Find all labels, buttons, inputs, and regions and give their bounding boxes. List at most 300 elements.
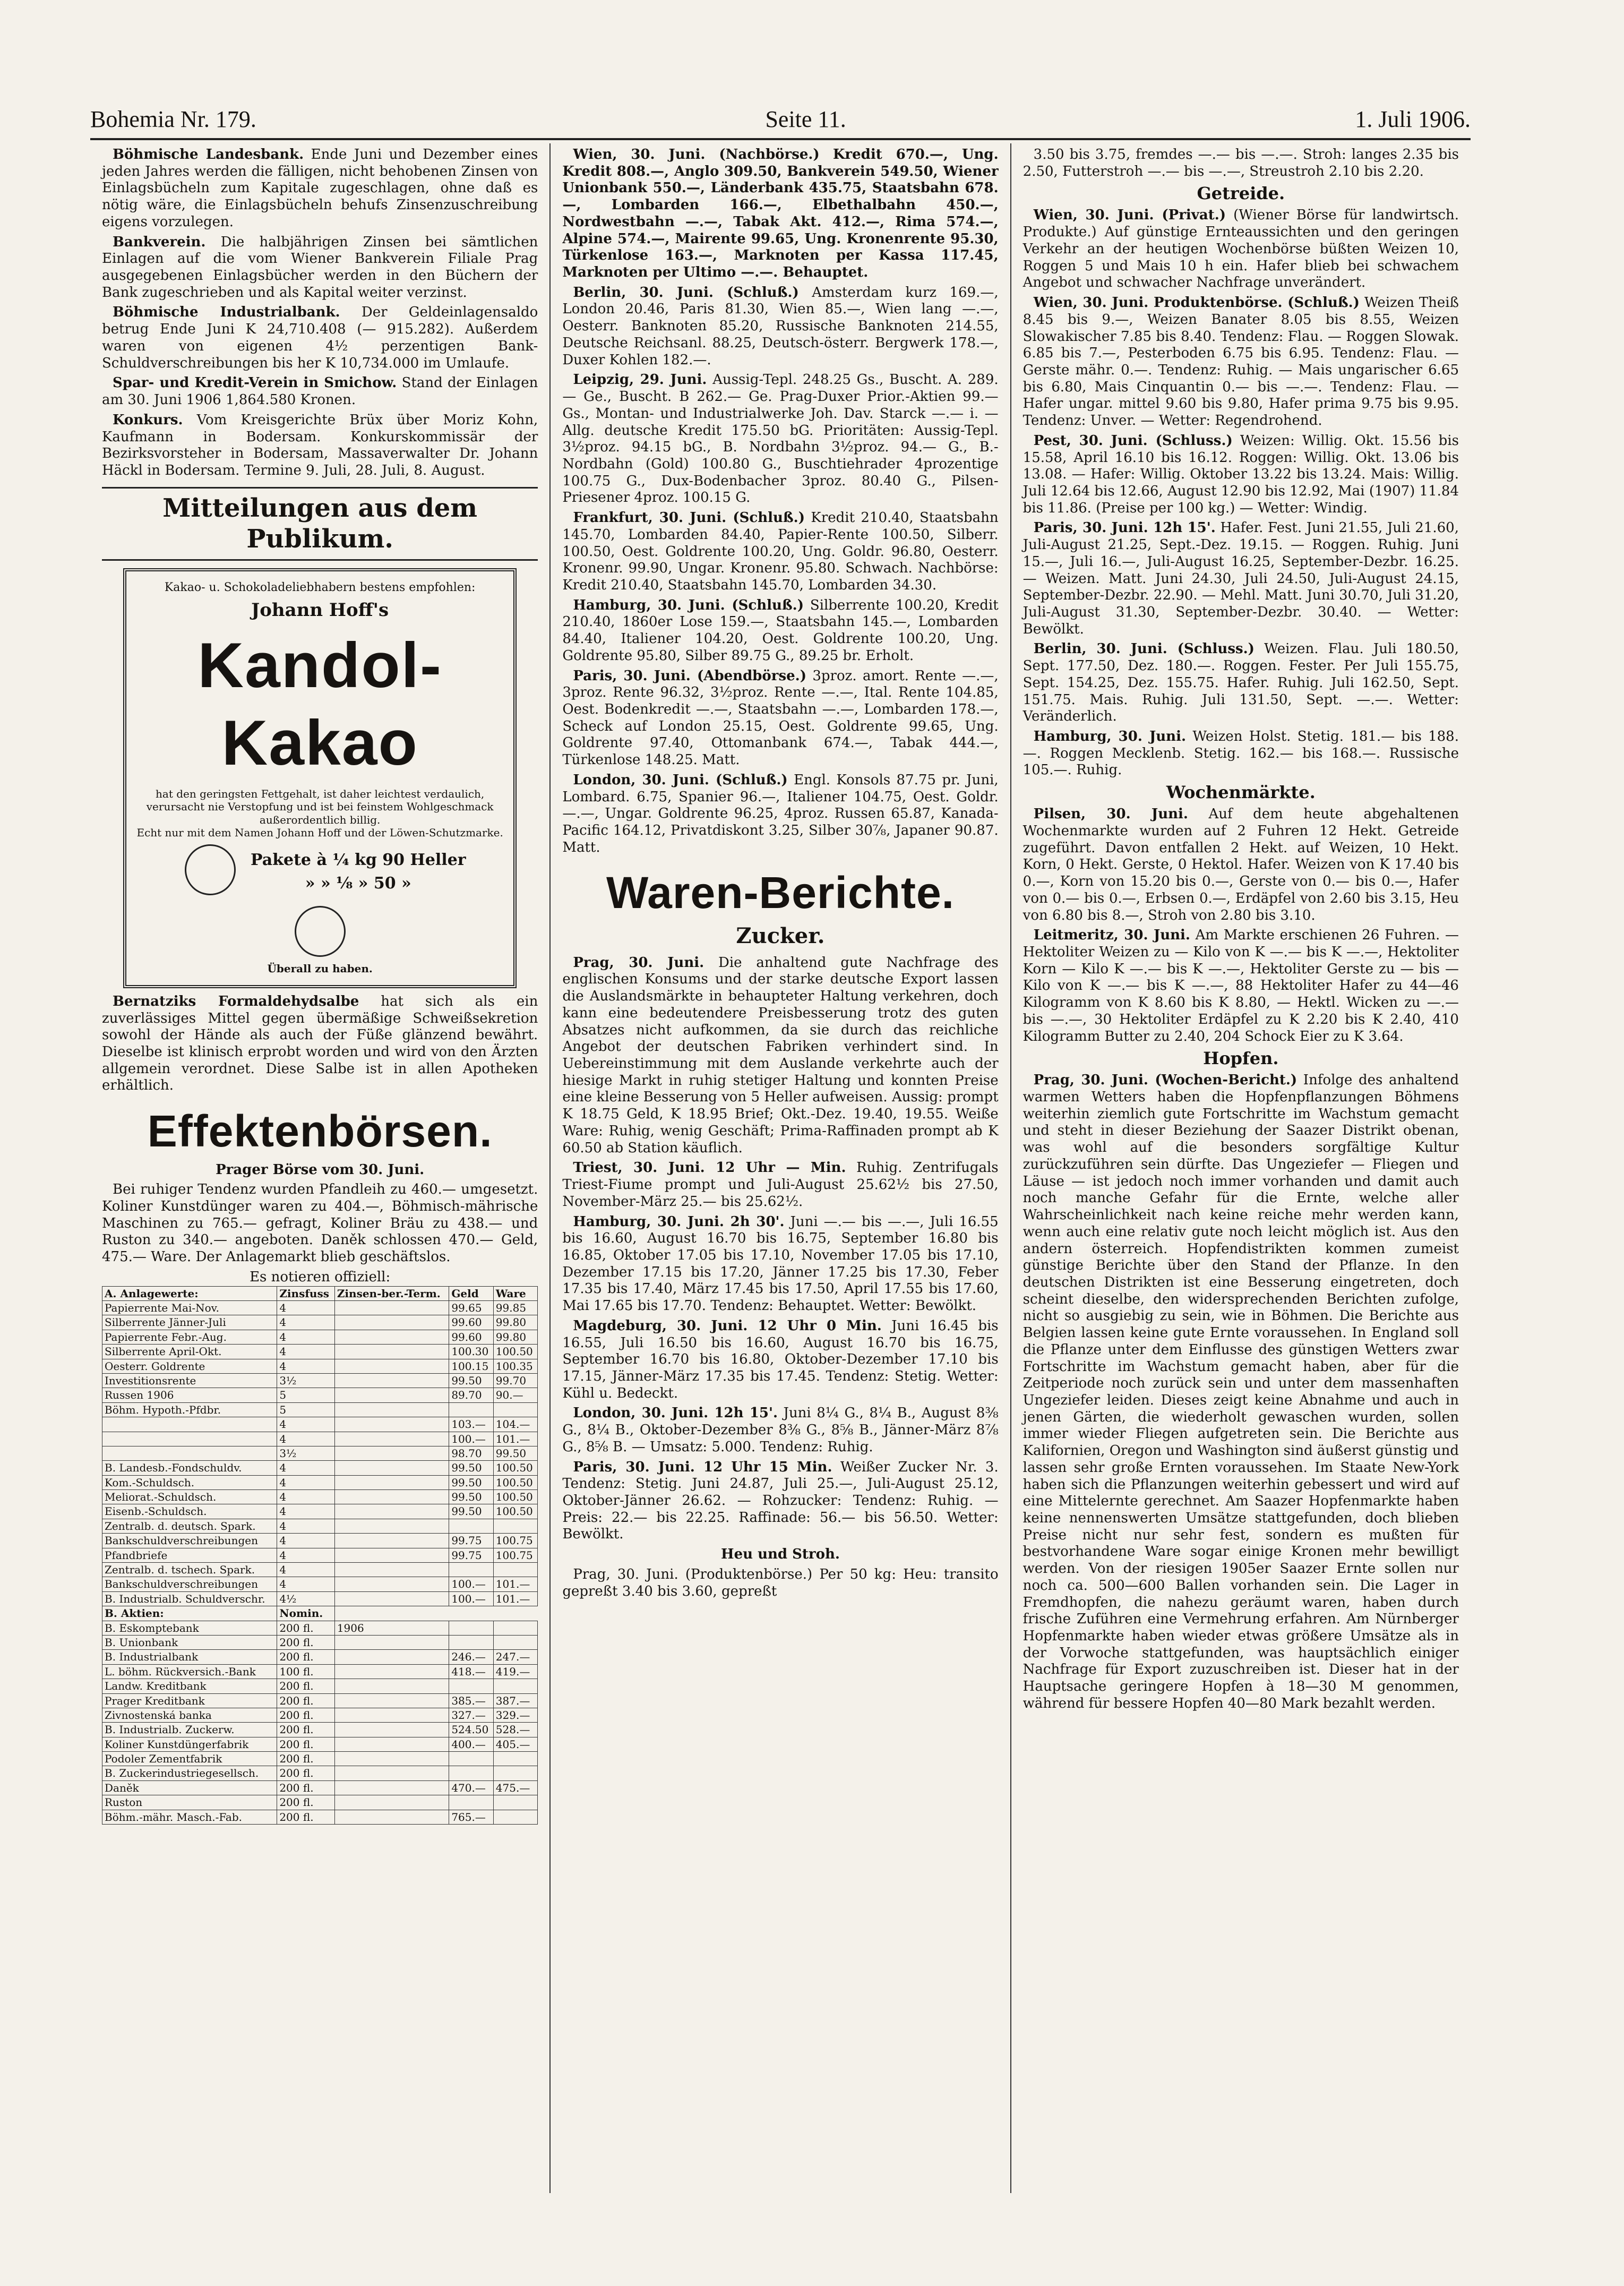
table-cell: 4 [277, 1534, 335, 1548]
ad-top: Kakao- u. Schokoladeliebhabern bestens empfohlen: [164, 580, 476, 594]
article-text: Weizen Holst. Stetig. 181.— bis 188.—. Roggen Mecklenb. Stetig. 162.— bis 168.—. Russische 105.—. Ruhig. [1022, 729, 1459, 778]
table-cell [334, 1723, 449, 1737]
table-cell: 4 [277, 1432, 335, 1446]
table-row [102, 1534, 538, 1548]
table-cell: 400.— [449, 1737, 493, 1751]
table-cell [334, 1679, 449, 1693]
table-cell [334, 1650, 449, 1664]
table-cell: 200 fl. [277, 1752, 335, 1766]
table-cell: B. Industrialb. Schuldverschr. [102, 1591, 277, 1606]
table-cell: 419.— [493, 1664, 538, 1679]
article-text: Vom Kreisgerichte Brüx über Moriz Kohn, Kaufmann in Bodersam. Konkurskommissär der Bezirksvorsteher in Bodersam, Massaverwalter Dr. Johann Häckl in Bodersam. Termine 9. Juli, 28. Juli, 8. August. [102, 412, 538, 478]
article [562, 1318, 998, 1402]
article [562, 668, 998, 769]
table-cell [334, 1635, 449, 1649]
table-row [102, 1650, 538, 1664]
table-cell [334, 1548, 449, 1562]
table-cell: 99.75 [449, 1534, 493, 1548]
article [562, 597, 998, 665]
table-header-cell: Nomin. [277, 1606, 335, 1621]
table-row [102, 1708, 538, 1722]
table-header-cell: Ware [493, 1286, 538, 1300]
table-cell: Eisenb.-Schuldsch. [102, 1504, 277, 1519]
table-cell: Zentralb. d. tschech. Spark. [102, 1563, 277, 1577]
ad-echt: Echt nur mit dem Namen Johann Hoff und der Löwen-Schutzmarke. [136, 826, 503, 839]
table-cell [449, 1679, 493, 1693]
article [562, 955, 998, 1157]
article-title: Magdeburg, 30. Juni. 12 Uhr 0 Min. [573, 1317, 882, 1334]
article-text: Aussig-Tepl. 248.25 Gs., Buscht. A. 289.— Ge., Buscht. B 262.— Ge. Prag-Duxer Prior.-Aktien 99.— Gs., Montan- und Industrialwerke Joh. Dav. Starck —.— i. — Allg. deutsche Kredit 175.50 bG. Prioritäten: Aussig-Tepl. 3½proz. 94.15 bG., B. Nordbahn 3½proz. 94.— G., B.-Nordbahn (Gold) 100.80 G., Buschtiehrader 4prozentige 100.75 G., Dux-Bodenbacher 3proz. 80.40 G., Pilsen-Priesener 4proz. 100.15 G. [562, 372, 999, 506]
table-cell: 89.70 [449, 1388, 493, 1402]
table-cell: 200 fl. [277, 1723, 335, 1737]
article-text: Am Markte erschienen 26 Fuhren. — Hektoliter Weizen zu — Kilo von K —.— bis K —.—, Hektoliter Korn — Kilo K —.— bis K —.—, Hektoliter Gerste zu — bis — Kilo von K —.— bis K —.—, 88 Hektoliter Hafer zu 44—46 Kilogramm von K 8.60 bis K 8.80, — Hektl. Wicken zu —.— bis —.—, 30 Hektoliter Erdäpfel zu K 2.20 bis K 2.40, 410 Kilogramm Butter zu 2.40, 204 Schock Eier zu K 3.64. [1022, 927, 1459, 1044]
table-cell: B. Zuckerindustriegesellsch. [102, 1766, 277, 1780]
article [102, 234, 538, 302]
table-cell: Böhm. Hypoth.-Pfdbr. [102, 1402, 277, 1417]
table-cell: Silberrente April-Okt. [102, 1345, 277, 1359]
table-cell [334, 1534, 449, 1548]
header-left: Bohemia Nr. 179. [90, 106, 256, 132]
article-title: Pest, 30. Juni. (Schluss.) [1033, 432, 1233, 449]
table-cell: 103.— [449, 1417, 493, 1432]
table-header-cell: Zinsen-ber.-Term. [334, 1286, 449, 1300]
table-cell: 4 [277, 1315, 335, 1330]
table-cell [102, 1417, 277, 1432]
table-cell: Bankschuldverschreibungen [102, 1534, 277, 1548]
table-cell: B. Industrialbank [102, 1650, 277, 1664]
table-cell: 100.— [449, 1432, 493, 1446]
quote-table [102, 1286, 538, 1825]
table-cell: 200 fl. [277, 1679, 335, 1693]
table-cell: 90.— [493, 1388, 538, 1402]
column-2 [549, 143, 1010, 2193]
table-cell [334, 1461, 449, 1475]
table-cell: B. Eskomptebank [102, 1621, 277, 1635]
table-cell [334, 1577, 449, 1591]
subheading: Prager Börse vom 30. Juni. [216, 1161, 425, 1178]
table-cell: 100.50 [493, 1475, 538, 1489]
table-cell: 470.— [449, 1780, 493, 1795]
table-cell: 200 fl. [277, 1708, 335, 1722]
table-row [102, 1300, 538, 1315]
table-cell: 4 [277, 1490, 335, 1504]
table-cell: 100.— [449, 1577, 493, 1591]
table-row [102, 1504, 538, 1519]
lion-logo-icon [185, 844, 236, 895]
article [102, 147, 538, 231]
article [562, 510, 998, 594]
table-cell: 101.— [493, 1591, 538, 1606]
subheading: Zucker. [736, 923, 825, 948]
table-cell: 98.70 [449, 1446, 493, 1460]
table-cell [334, 1563, 449, 1577]
table-row [102, 1446, 538, 1460]
table-cell: 100.75 [493, 1548, 538, 1562]
columns [90, 143, 1471, 2193]
table-cell: Oesterr. Goldrente [102, 1359, 277, 1373]
article-text: Weizen. Flau. Juli 180.50, Sept. 177.50, Dez. 180.—. Roggen. Fester. Per Juli 155.75, Sept. 154.25, Dez. 155.75. Hafer. Ruhig. Juli 162.50, Sept. 151.75. Mais. Ruhig. Juli 131.50, Sept. —.—. Wetter: Veränderlich. [1022, 641, 1459, 725]
table-cell [334, 1591, 449, 1606]
table-cell: 475.— [493, 1780, 538, 1795]
table-cell: 200 fl. [277, 1766, 335, 1780]
table-cell [334, 1752, 449, 1766]
table-cell [334, 1810, 449, 1824]
article-title: Hamburg, 30. Juni. (Schluß.) [573, 597, 804, 613]
table-header-cell: A. Anlagewerte: [102, 1286, 277, 1300]
article [1023, 806, 1459, 924]
table-cell: 100.50 [493, 1490, 538, 1504]
table-cell: 99.50 [449, 1373, 493, 1388]
table-cell [334, 1795, 449, 1810]
table-cell: Koliner Kunstdüngerfabrik [102, 1737, 277, 1751]
table-row [102, 1679, 538, 1693]
table-cell: 99.75 [449, 1548, 493, 1562]
table-cell [334, 1373, 449, 1388]
table-cell [449, 1402, 493, 1417]
table-cell: 100 fl. [277, 1664, 335, 1679]
article-title: Hamburg, 30. Juni. 2h 30'. [573, 1213, 785, 1230]
article-title: Konkurs. [113, 412, 183, 428]
table-cell: 100.35 [493, 1359, 538, 1373]
article-title: Wien, 30. Juni. Produktenbörse. (Schluß.) [1033, 295, 1360, 311]
table-cell: 4 [277, 1548, 335, 1562]
article-text: Prag, 30. Juni. (Produktenbörse.) Per 50 kg: Heu: transito gepreßt 3.40 bis 3.60, gepreßt [562, 1566, 999, 1599]
article [562, 1405, 998, 1455]
table-cell: 247.— [493, 1650, 538, 1664]
table-cell: 99.60 [449, 1330, 493, 1344]
table-cell: 200 fl. [277, 1650, 335, 1664]
table-cell: 99.80 [493, 1315, 538, 1330]
table-cell: 99.85 [493, 1300, 538, 1315]
table-cell: 418.— [449, 1664, 493, 1679]
article [1023, 641, 1459, 725]
article-text: Hafer. Fest. Juni 21.55, Juli 21.60, Juli-August 21.25, Sept.-Dez. 19.15. — Roggen. Ruhig. Juni 15.—, Juli 16.—, Juli-August 16.25, September-Dezbr. 16.25. — Weizen. Matt. Juni 24.30, Juli 24.50, Juli-August 24.15, September-Dezbr. 22.90. — Mehl. Matt. Juni 30.70, Juli 31.20, Juli-August 31.30, September-Dezbr. 30.40. — Wetter: Bewölkt. [1022, 520, 1459, 637]
article-text: Die halbjährigen Zinsen bei sämtlichen Einlagen auf die vom Wiener Bankverein Filiale Prag ausgegebenen Einlagsbücher werden in den Büchern der Bank zugeschrieben und als Kapital weiter verzinst. [102, 234, 538, 301]
article-title: Prag, 30. Juni. (Wochen-Bericht.) [1033, 1072, 1298, 1089]
table-cell [334, 1490, 449, 1504]
article [562, 772, 998, 857]
table-cell: 200 fl. [277, 1737, 335, 1751]
article-text: Bei ruhiger Tendenz wurden Pfandleih zu 460.— umgesetzt. Koliner Kunstdünger waren zu 404.—, Böhmisch-mährische Maschinen zu 765.— gefragt, Koliner Bräu zu 438.— und Ruston zu 340.— angeboten. Daněk schlossen 470.— Geld, 475.— Ware. Der Anlagemarkt blieb geschäftslos. [102, 1181, 538, 1265]
table-row [102, 1766, 538, 1780]
table-cell: 200 fl. [277, 1693, 335, 1708]
table-cell: B. Unionbank [102, 1635, 277, 1649]
table-row [102, 1475, 538, 1489]
table-row [102, 1780, 538, 1795]
table-row [102, 1664, 538, 1679]
table-cell [493, 1402, 538, 1417]
table-cell: Meliorat.-Schuldsch. [102, 1490, 277, 1504]
table-cell [449, 1635, 493, 1649]
table-row [102, 1330, 538, 1344]
advertisement [123, 568, 517, 988]
table-cell: 4 [277, 1577, 335, 1591]
article-text: Juni —.— bis —.—, Juli 16.55 bis 16.60, August 16.70 bis 16.75, September 16.80 bis 16.85, Oktober 17.05 bis 17.10, November 17.05 bis 17.10, Dezember 17.15 bis 17.20, Jänner 17.25 bis 17.30, Feber 17.35 bis 17.40, März 17.45 bis 17.50, April 17.55 bis 17.60, Mai 17.65 bis 17.70. Tendenz: Behauptet. Wetter: Bewölkt. [562, 1213, 999, 1314]
table-header-cell: Geld [449, 1286, 493, 1300]
table-cell: 405.— [493, 1737, 538, 1751]
table-row [102, 1461, 538, 1475]
table-header-cell: B. Aktien: [102, 1606, 277, 1621]
table-cell: 99.50 [449, 1490, 493, 1504]
table-cell: 99.65 [449, 1300, 493, 1315]
table-row [102, 1810, 538, 1824]
table-cell [449, 1766, 493, 1780]
article-text: 3proz. amort. Rente —.—, 3proz. Rente 96.32, 3½proz. Rente —.—, Ital. Rente 104.85, Oest. Bodenkredit —.—, Staatsbahn —.—, Lombarden 178.—, Scheck auf London 25.15, Oest. Goldrente 99.65, Ung. Goldrente 97.40, Ottomanbank 674.—, Tabak 444.—, Türkenlose 148.25. Matt. [562, 667, 999, 768]
table-cell: 4 [277, 1359, 335, 1373]
page-header [90, 90, 1471, 140]
article-text: Auf dem heute abgehaltenen Wochenmarkte wurden auf 2 Fuhren 12 Hekt. Getreide zugeführt. Davon entfallen 2 Hekt. auf Weizen, 10 Hekt. Korn, 0 Hekt. Gerste, 0 Hektol. Hafer. Weizen von K 17.40 bis 0.—, Korn von 15.20 bis 0.—, Gerste von 0.— bis 0.—, Hafer von 0.— bis 0.—, Erbsen 0.—, Erdäpfel von 2.60 bis 3.15, Heu von 6.80 bis 8.—, Stroh von 2.80 bis 3.10. [1022, 806, 1459, 923]
table-row [102, 1563, 538, 1577]
table-cell [493, 1635, 538, 1649]
table-cell: 765.— [449, 1810, 493, 1824]
article [562, 1459, 998, 1544]
article-title: Bernatziks Formaldehydsalbe [113, 993, 359, 1009]
article-text: hat sich als ein zuverlässiges Mittel gegen übermäßige Schweißsekretion sowohl der Hände als auch der Füße glänzend bewährt. Dieselbe ist klinisch erprobt worden und wird von den Ärzten allgemein verordnet. Diese Salbe ist in allen Apotheken erhältlich. [102, 993, 538, 1094]
table-cell [334, 1417, 449, 1432]
table-cell [334, 1359, 449, 1373]
table-row [102, 1752, 538, 1766]
table-cell [493, 1795, 538, 1810]
table-row [102, 1723, 538, 1737]
table-cell: 200 fl. [277, 1635, 335, 1649]
table-cell: B. Landesb.-Fondschuldv. [102, 1461, 277, 1475]
article-title: Wien, 30. Juni. (Privat.) [1033, 207, 1226, 224]
table-cell: Prager Kreditbank [102, 1693, 277, 1708]
table-row [102, 1402, 538, 1417]
table-cell: 99.70 [493, 1373, 538, 1388]
table-cell: 385.— [449, 1693, 493, 1708]
article-text: Weizen Theiß 8.45 bis 9.—, Weizen Banater 8.05 bis 8.55, Weizen Slowakischer 7.85 bis 8.40. Tendenz: Flau. — Roggen Slowak. 6.85 bis 7.—, Pesterboden 6.75 bis 6.95. Tendenz: Flau. — Gerste mähr. 0.—. Tendenz: Ruhig. — Mais ungarischer 6.65 bis 6.80, Mais Cinquantin 0.— bis —.—. Tendenz: Flau. — Hafer ungar. mittel 9.60 bis 9.80, Hafer prima 9.75 bis 9.95. Tendenz: Unver. — Wetter: Regendrohend. [1022, 295, 1459, 429]
table-row [102, 1795, 538, 1810]
table-cell: 246.— [449, 1650, 493, 1664]
article-text: Der Geldeinlagensaldo betrug Ende Juni K 24,710.408 (— 915.282). Außerdem waren von eigenen 4½ perzentigen Bank-Schuldverschreibungen bis her K 10,734.000 im Umlaufe. [102, 304, 538, 371]
article [1023, 729, 1459, 779]
article-text: Amsterdam kurz 169.—, London 20.46, Paris 81.30, Wien 85.—, Wien lang —.—, Oesterr. Banknoten 85.20, Russische Banknoten 214.55, Deutsche Reichsanl. 88.25, Deutsch-österr. Bergwerk 178.—, Duxer Kohlen 182.—. [562, 284, 999, 368]
table-cell [493, 1752, 538, 1766]
table-cell: 327.— [449, 1708, 493, 1722]
table-cell: 100.15 [449, 1359, 493, 1373]
table-cell [334, 1446, 449, 1460]
table-cell [334, 1504, 449, 1519]
table-cell: Böhm.-mähr. Masch.-Fab. [102, 1810, 277, 1824]
subheading: Heu und Stroh. [721, 1546, 840, 1563]
article [562, 1160, 998, 1210]
ad-footer: Überall zu haben. [267, 962, 373, 975]
article [1023, 295, 1459, 430]
table-cell: 100.50 [493, 1345, 538, 1359]
article-text: Kredit 670.—, Ung. Kredit 808.—, Anglo 309.50, Bankverein 549.50, Wiener Unionbank 550.—, Länderbank 435.75, Staatsbahn 678.—, Lombarden 166.—, Elbethalbahn 450.—, Nordwestbahn —.—, Tabak Akt. 412.—, Rima 574.—, Alpine 574.—, Mairente 99.65, Ung. Kronenrente 95.30, Türkenlose 163.—, Marknoten per Kassa 117.45, Marknoten per Ultimo —.—. Behauptet. [562, 147, 999, 281]
article-text: 3.50 bis 3.75, fremdes —.— bis —.—. Stroh: langes 2.35 bis 2.50, Futterstroh —.— bis —.—, Streustroh 2.10 bis 2.20. [1022, 147, 1459, 179]
article-text: Weizen: Willig. Okt. 15.56 bis 15.58, April 16.10 bis 16.12. Roggen: Willig. Okt. 13.06 bis 13.08. — Hafer: Willig. Oktober 13.22 bis 13.24. Mais: Willig. Juli 12.64 bis 12.66, August 12.90 bis 12.92, Mai (1907) 11.84 bis 11.86. (Preise per 100 kg.) — Wetter: Windig. [1022, 432, 1459, 516]
table-cell: Daněk [102, 1780, 277, 1795]
table-cell: 4 [277, 1504, 335, 1519]
article-text: Silberrente 100.20, Kredit 210.40, 1860er Lose 159.—, Staatsbahn 145.—, Lombarden 84.40, Italiener 104.20, Oest. Goldrente 100.20, Ung. Goldrente 95.80, Silber 89.75 G., 89.25 br. Erholt. [562, 597, 999, 664]
table-cell: 4 [277, 1461, 335, 1475]
article-text: Die anhaltend gute Nachfrage des englischen Konsums und der starke deutsche Export lassen die Auslandsmärkte in behaupteter Haltung verkehren, doch kann eine bedeutendere Preisbesserung trotz des guten Absatzes nicht aufkommen, da sie durch das reichliche Angebot der deutschen Fabriken verhindert sind. In Uebereinstimmung mit dem Auslande verkehrte auch der hiesige Markt in ruhig stetiger Haltung und konnten Preise eine kleine Besserung von 5 Heller aufweisen. Aussig: prompt K 18.75 Geld, K 18.95 Brief; Okt.-Dez. 19.40, 19.55. Weiße Ware: Ruhig, wenig Geschäft; Prima-Raffinaden prompt ab K 60.50 ab Station käuflich. [562, 954, 999, 1156]
table-cell [102, 1446, 277, 1460]
table-cell [449, 1795, 493, 1810]
subheading: Hopfen. [1203, 1048, 1279, 1069]
table-cell: 4 [277, 1475, 335, 1489]
table-cell: Zivnostenská banka [102, 1708, 277, 1722]
column-1 [90, 143, 549, 2193]
table-cell: 99.50 [493, 1446, 538, 1460]
table-cell: 3½ [277, 1373, 335, 1388]
table-cell [493, 1766, 538, 1780]
table-cell: 99.50 [449, 1461, 493, 1475]
table-cell: 524.50 [449, 1723, 493, 1737]
ad-brand: Johann Hoff's [251, 599, 389, 621]
column-3 [1010, 143, 1471, 2193]
table-cell: 200 fl. [277, 1795, 335, 1810]
article-title: Spar- und Kredit-Verein in Smichow. [113, 375, 397, 391]
article-text: Infolge des anhaltend warmen Wetters haben die Hopfenpflanzungen Böhmens weiterhin ziemlich gute Fortschritte im Wachstum gemacht und steht in dieser Beziehung der Saazer Distrikt obenan, was wohl auf die besonders sorgfältige Kultur zurückzuführen sein dürfte. Das Ungeziefer — Fliegen und Läuse — ist jedoch noch immer vorhanden und damit auch noch manche Gefahr für die Ernte, welche aller Wahrscheinlichkeit nach keine reiche mehr werden kann, wenn auch eine relativ gute noch leicht möglich ist. Aus den andern österreich. Hopfendistrikten kommen zumeist günstige Berichte über den Stand der Pflanze. In den deutschen Distrikten ist eine Besserung eingetreten, doch scheint dieselbe, den widersprechenden Berichten zufolge, nicht so ausgiebig zu sein, wie in Böhmen. Die Berichte aus Belgien lassen keine gute Ernte voraussehen. In England soll die Pflanze unter dem Einflusse des günstigen Wetters zwar Fortschritte im Wachstum gemacht haben, aber für die Zeitperiode noch zurück sein und unter dem massenhaften Ungeziefer leiden. Dieses zeigt keine Abnahme und auch in jenen Gärten, die wiederholt gewaschen wurden, sollen immer wieder Fliegen aufgetreten sein. Die Berichte aus Kalifornien, Oregon und Washington sind äußerst günstig und lassen sehr große Ernten voraussehen. Im Staate New-York haben sich die Pflanzungen weiterhin gebessert und wird auf eine Mittelernte gerechnet. Am Saazer Hopfenmarkte haben keine nennenswerten Umsätze stattgefunden, doch blieben Preise nicht nur sehr fest, sondern es mußten für bestvorhandene Ware sogar einige Kronen mehr bewilligt werden. Von der riesigen 1905er Saazer Ernte sollen nur noch ca. 500—600 Ballen vorhanden sein. Die Lager in Fremdhopfen, die nahezu geräumt waren, haben durch frische Zuführen eine Vermehrung erfahren. Am Nürnberger Hopfenmarkte haben wieder etwas größere Umsätze als in der Vorwoche stattgefunden, was hauptsächlich einiger Nachfrage für Export zuzuschreiben ist. Dieser hat in der Hauptsache geringere Hopfen à 18—30 M genommen, während für bessere Hopfen 40—80 Mark bezahlt werden. [1022, 1072, 1459, 1711]
table-cell [334, 1737, 449, 1751]
table-cell: Podoler Zementfabrik [102, 1752, 277, 1766]
article [102, 412, 538, 480]
table-row [102, 1373, 538, 1388]
article-title: Frankfurt, 30. Juni. (Schluß.) [573, 510, 805, 526]
article-text: Juni 8¼ G., 8¼ B., August 8⅜ G., 8¼ B., Oktober-Dezember 8⅜ G., 8⅝ B., Jänner-März 8⅞ G., 8⅝ B. — Umsatz: 5.000. Tendenz: Ruhig. [562, 1405, 999, 1455]
article-text: Ruhig. Zentrifugals Triest-Fiume prompt und Juli-August 25.62½ bis 27.50, November-März 25.— bis 25.62½. [562, 1160, 999, 1210]
table-cell [334, 1315, 449, 1330]
header-center: Seite 11. [765, 106, 846, 132]
table-cell [493, 1563, 538, 1577]
subheading: Wochenmärkte. [1166, 782, 1316, 803]
table-cell: 99.50 [449, 1475, 493, 1489]
table-cell [334, 1519, 449, 1533]
table-cell: 4 [277, 1519, 335, 1533]
article-title: Hamburg, 30. Juni. [1033, 729, 1187, 745]
table-cell: 200 fl. [277, 1810, 335, 1824]
article-title: Bankverein. [113, 234, 206, 250]
table-cell: Landw. Kreditbank [102, 1679, 277, 1693]
article [1023, 207, 1459, 292]
table-cell [334, 1402, 449, 1417]
table-row [102, 1621, 538, 1635]
table-row [102, 1388, 538, 1402]
table-cell: 4 [277, 1417, 335, 1432]
table-cell [493, 1679, 538, 1693]
article [102, 304, 538, 372]
table-header-cell: Zinsfuss [277, 1286, 335, 1300]
article-title: London, 30. Juni. 12h 15'. [573, 1405, 778, 1422]
table-cell: 4 [277, 1330, 335, 1344]
article [1023, 433, 1459, 517]
table-cell: 200 fl. [277, 1780, 335, 1795]
table-cell: 4 [277, 1345, 335, 1359]
article-text: Juni 16.45 bis 16.55, Juli 16.50 bis 16.60, August 16.70 bis 16.75, September 16.70 bis 16.80, Oktober-Dezember 17.10 bis 17.15, Jänner-März 17.35 bis 17.45. Tendenz: Stetig. Wetter: Kühl u. Bedeckt. [562, 1317, 999, 1401]
article-title: Leipzig, 29. Juni. [573, 372, 707, 388]
table-cell [334, 1330, 449, 1344]
table-row [102, 1345, 538, 1359]
article-text: Kredit 210.40, Staatsbahn 145.70, Lombarden 84.40, Papier-Rente 100.50, Silberr. 100.50, Oest. Goldrente 100.20, Ung. Goldr. 96.80, Oesterr. Kronenr. 99.90, Ungar. Kronenr. 95.80. Schwach. Nachbörse: Kredit 210.40, Staatsbahn 145.70, Lombarden 34.30. [562, 510, 999, 593]
table-cell [102, 1432, 277, 1446]
table-cell: Pfandbriefe [102, 1548, 277, 1562]
table-cell: 329.— [493, 1708, 538, 1722]
table-cell: 100.30 [449, 1345, 493, 1359]
section-heading: Waren-Berichte. [606, 868, 955, 918]
table-cell [334, 1766, 449, 1780]
article-title: Böhmische Landesbank. [113, 147, 304, 162]
article-title: Berlin, 30. Juni. (Schluss.) [1033, 641, 1254, 657]
table-cell [334, 1475, 449, 1489]
table-cell [334, 1708, 449, 1722]
table-cell [334, 1693, 449, 1708]
table-cell: Russen 1906 [102, 1388, 277, 1402]
article-title: Wien, 30. Juni. (Nachbörse.) [573, 147, 820, 162]
table-cell: 1906 [334, 1621, 449, 1635]
article [102, 375, 538, 408]
table-cell: 104.— [493, 1417, 538, 1432]
article [562, 147, 998, 281]
article [562, 372, 998, 507]
article [1023, 1072, 1459, 1712]
table-cell: 100.50 [493, 1461, 538, 1475]
table-cell: B. Industrialb. Zuckerw. [102, 1723, 277, 1737]
table-cell: Silberrente Jänner-Juli [102, 1315, 277, 1330]
article-text: Engl. Konsols 87.75 pr. Juni, Lombard. 6.75, Spanier 96.—, Italiener 104.75, Oest. Goldr. —.—, Ungar. Goldrente 96.25, 4proz. Russen 65.87, Kanada-Pacific 164.12, Privatdiskont 3.25, Silber 30⅞, Japaner 90.87. Matt. [562, 772, 999, 855]
table-cell: L. böhm. Rückversich.-Bank [102, 1664, 277, 1679]
table-row [102, 1548, 538, 1562]
article-title: Triest, 30. Juni. 12 Uhr — Min. [573, 1160, 846, 1176]
table-cell: 99.50 [449, 1504, 493, 1519]
table-cell: 200 fl. [277, 1621, 335, 1635]
section-rubric: Mitteilungen aus dem Publikum. [102, 487, 538, 561]
article-title: Paris, 30. Juni. 12h 15'. [1033, 520, 1216, 536]
article-title: London, 30. Juni. (Schluß.) [573, 772, 788, 788]
table-cell [334, 1432, 449, 1446]
table-cell: 3½ [277, 1446, 335, 1460]
ad-price-1: Pakete à ¼ kg 90 Heller [251, 850, 466, 869]
table-cell: 4½ [277, 1591, 335, 1606]
table-row [102, 1359, 538, 1373]
table-cell [493, 1810, 538, 1824]
table-cell: Bankschuldverschreibungen [102, 1577, 277, 1591]
table-row [102, 1417, 538, 1432]
lion-logo-icon [295, 906, 346, 957]
table-row [102, 1519, 538, 1533]
ad-text: hat den geringsten Fettgehalt, ist daher leichtest verdaulich, verursacht nie Verstopfung und ist bei feinstem Wohlgeschmack außerordentlich billig. [146, 787, 494, 826]
table-row [102, 1432, 538, 1446]
table-cell [334, 1300, 449, 1315]
table-cell: Kom.-Schuldsch. [102, 1475, 277, 1489]
article [102, 994, 538, 1094]
article-text: Weißer Zucker Nr. 3. Tendenz: Stetig. Juni 24.87, Juli 25.—, Juli-August 25.12, Oktober-Jänner 26.62. — Rohzucker: Tendenz: Ruhig. — Preis: 22.— bis 22.25. Raffinade: 56.— bis 56.50. Wetter: Bewölkt. [562, 1459, 999, 1543]
table-cell: 99.80 [493, 1330, 538, 1344]
article-text: (Wiener Börse für landwirtsch. Produkte.) Auf günstige Ernteaussichten und den geringen Verkehr an der heutigen Wochenbörse büßten Weizen 10, Roggen 5 und Mais 10 h ein. Hafer blieb bei schwachem Angebot und schwacher Nachfrage unverändert. [1022, 207, 1459, 291]
notice: Es notieren offiziell: [250, 1269, 391, 1285]
table-cell: 4 [277, 1563, 335, 1577]
ad-prices [136, 839, 504, 962]
table-cell: 100.— [449, 1591, 493, 1606]
article-title: Prag, 30. Juni. [573, 954, 704, 971]
table-cell: 5 [277, 1388, 335, 1402]
table-cell: Zentralb. d. deutsch. Spark. [102, 1519, 277, 1533]
article-title: Pilsen, 30. Juni. [1033, 806, 1188, 823]
table-row [102, 1635, 538, 1649]
table-cell: 101.— [493, 1577, 538, 1591]
table-cell: 100.75 [493, 1534, 538, 1548]
table-row [102, 1737, 538, 1751]
table-cell [334, 1780, 449, 1795]
ad-price-2: » » ⅛ » 50 » [305, 874, 411, 893]
table-cell: 387.— [493, 1693, 538, 1708]
article-title: Leitmeritz, 30. Juni. [1033, 927, 1190, 944]
table-cell: 101.— [493, 1432, 538, 1446]
article-title: Böhmische Industrialbank. [113, 304, 340, 321]
ad-product: Kandol-Kakao [197, 630, 442, 779]
